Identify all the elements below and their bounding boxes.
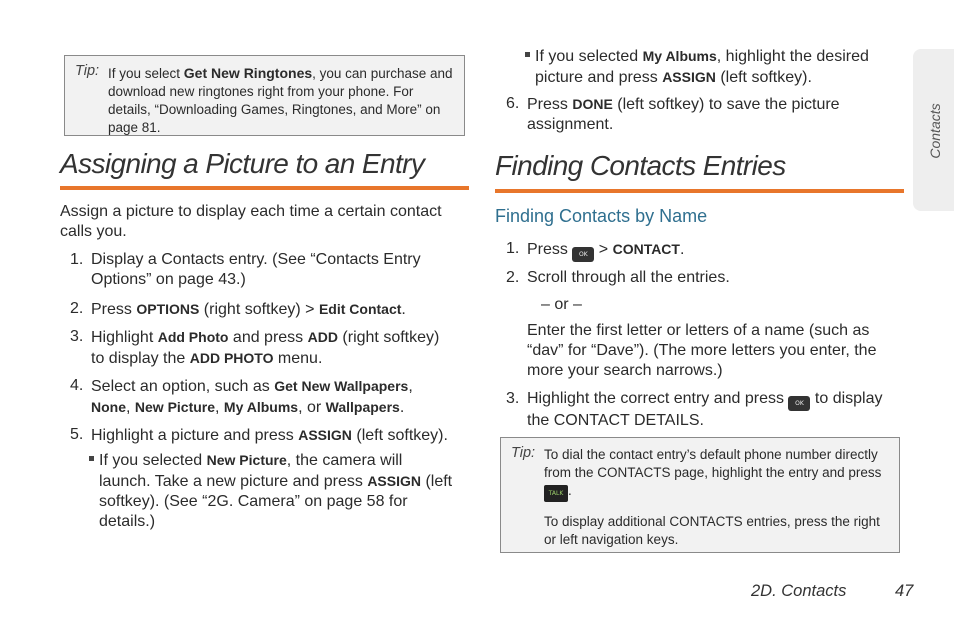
- page-number: 47: [895, 582, 914, 600]
- subsection-title: Finding Contacts by Name: [495, 206, 708, 226]
- tip-text: If you select Get New Ringtones, you can purchase and download new ringtones right from your phone. For details, “Downloading Games, Ringtones, and More” on page 81.: [108, 65, 453, 135]
- ok-key-icon: OK: [788, 396, 810, 411]
- footer-section: 2D. Contacts: [751, 582, 847, 600]
- tip-box-ringtones: [64, 55, 465, 136]
- chapter-side-tab: [913, 49, 954, 211]
- ok-key-icon: OK: [572, 247, 594, 262]
- title-rule: [495, 189, 904, 193]
- tip-box-dialing: [500, 437, 900, 553]
- tip-text: To dial the contact entry’s default phone number directly from the CONTACTS page, highlight the entry and press TALK . To display additional CONTACTS entries, press the right or left navigation keys.: [544, 447, 882, 547]
- or-separator: – or –: [541, 296, 582, 313]
- bullet-icon: [525, 52, 530, 57]
- section-title-finding-contacts: Finding Contacts Entries: [495, 150, 786, 181]
- intro-paragraph: Assign a picture to display each time a certain contact calls you.: [60, 203, 442, 240]
- find-step-2-alt: Enter the first letter or letters of a name (such as “dav” for “Dave”). (The more letters you enter, the more your search narrows.): [527, 322, 877, 379]
- side-tab-label: Contacts: [927, 103, 943, 159]
- talk-key-icon: TALK: [544, 485, 568, 502]
- bullet-icon: [89, 456, 94, 461]
- section-title-assigning-picture: Assigning a Picture to an Entry: [60, 148, 425, 179]
- tip-label: Tip:: [75, 63, 100, 79]
- title-rule: [60, 186, 469, 190]
- tip-label: Tip:: [511, 445, 536, 461]
